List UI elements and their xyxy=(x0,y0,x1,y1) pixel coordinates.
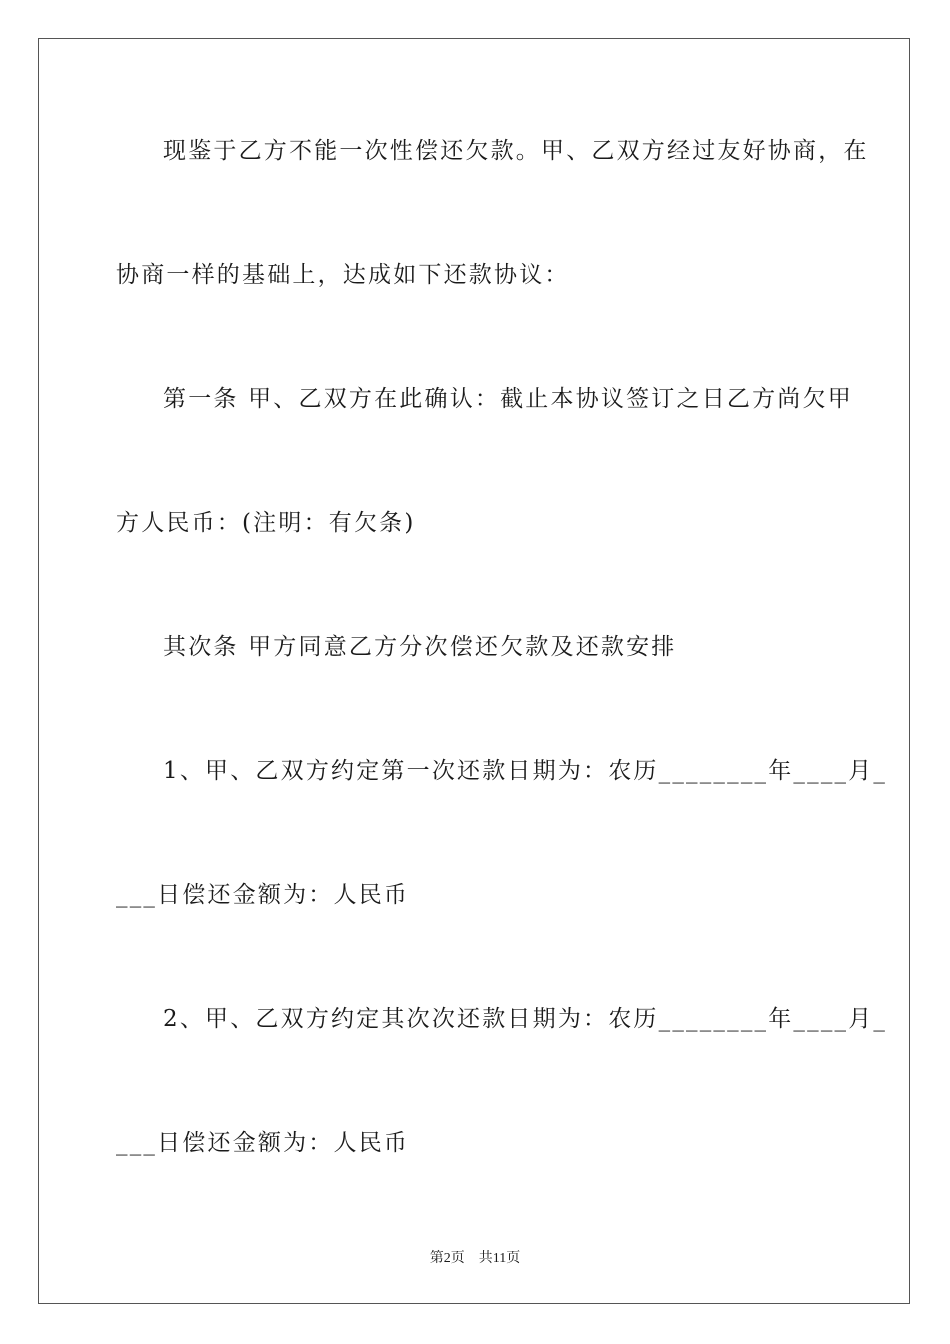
paragraph-line: ___日偿还金额为：人民币 xyxy=(116,1130,410,1156)
article-one-line: 第一条 甲、乙双方在此确认：截止本协议签订之日乙方尚欠甲 xyxy=(163,386,853,412)
page-frame xyxy=(38,38,910,1304)
paragraph-line: 协商一样的基础上，达成如下还款协议： xyxy=(116,262,570,288)
paragraph-line: ___日偿还金额为：人民币 xyxy=(116,882,410,908)
repayment-item-1-line: 1、甲、乙双方约定第一次还款日期为：农历________年____月_ xyxy=(163,758,888,784)
repayment-item-2-line: 2、甲、乙双方约定其次次还款日期为：农历________年____月_ xyxy=(163,1006,888,1032)
page-number-footer: 第2页 共11页 xyxy=(429,1251,521,1266)
paragraph-line: 方人民币：(注明：有欠条) xyxy=(116,510,416,536)
paragraph-line: 现鉴于乙方不能一次性偿还欠款。甲、乙双方经过友好协商，在 xyxy=(163,138,869,164)
article-two-line: 其次条 甲方同意乙方分次偿还欠款及还款安排 xyxy=(163,634,677,660)
